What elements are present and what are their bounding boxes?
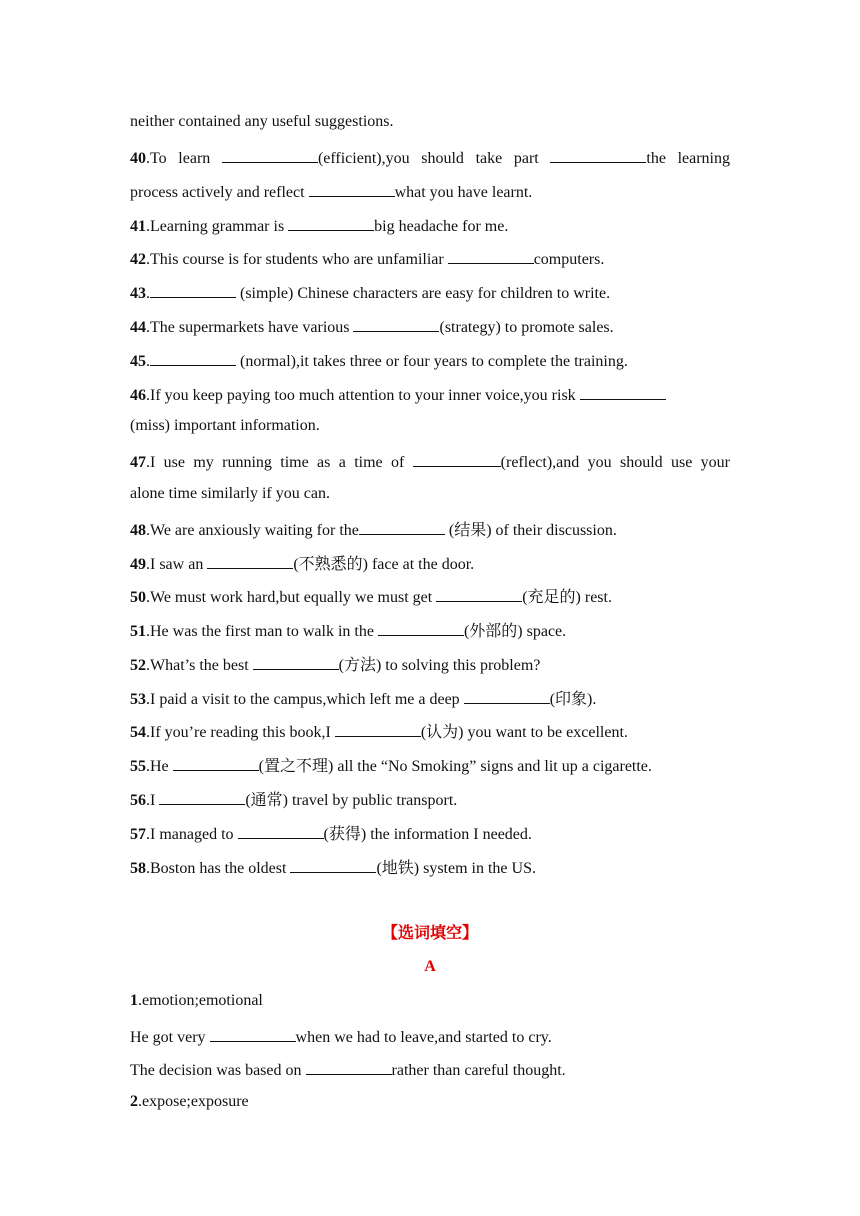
question-43: 43. (simple) Chinese characters are easy for children to write. xyxy=(130,285,611,302)
question-51: 51.He was the first man to walk in the (外部的) space. xyxy=(130,623,567,640)
question-number: 1 xyxy=(130,992,138,1009)
answer-blank[interactable] xyxy=(436,587,522,602)
word-pair-1-sentence-2: The decision was based on rather than careful thought. xyxy=(130,1062,566,1079)
answer-blank[interactable] xyxy=(222,148,318,163)
question-46: 46.If you keep paying too much attention to your inner voice,you risk xyxy=(130,385,730,404)
answer-blank[interactable] xyxy=(359,520,445,535)
question-54: 54.If you’re reading this book,I (认为) you want to be excellent. xyxy=(130,724,628,741)
word-pair-1: 1.emotion;emotional xyxy=(130,992,263,1009)
question-number: 54 xyxy=(130,724,146,741)
answer-blank[interactable] xyxy=(335,722,421,737)
question-number: 53 xyxy=(130,691,146,708)
answer-blank[interactable] xyxy=(413,452,501,467)
answer-blank[interactable] xyxy=(309,182,395,197)
answer-blank[interactable] xyxy=(173,756,259,771)
question-number: 51 xyxy=(130,623,146,640)
question-number: 47 xyxy=(130,454,146,471)
question-47: 47.I use my running time as a time of (reflect),and you should use your xyxy=(130,454,730,471)
answer-blank[interactable] xyxy=(580,385,666,400)
question-number: 58 xyxy=(130,860,146,877)
question-number: 50 xyxy=(130,589,146,606)
question-number: 45 xyxy=(130,353,146,370)
section-subtitle: A xyxy=(424,958,436,975)
question-41: 41.Learning grammar is big headache for me. xyxy=(130,218,509,235)
answer-blank[interactable] xyxy=(353,317,439,332)
continued-line: neither contained any useful suggestions. xyxy=(130,113,394,130)
question-number: 2 xyxy=(130,1093,138,1110)
question-number: 55 xyxy=(130,758,146,775)
question-53: 53.I paid a visit to the campus,which left me a deep (印象). xyxy=(130,691,597,708)
question-number: 57 xyxy=(130,826,146,843)
question-number: 52 xyxy=(130,657,146,674)
question-44: 44.The supermarkets have various (strategy) to promote sales. xyxy=(130,319,614,336)
question-52: 52.What’s the best (方法) to solving this problem? xyxy=(130,657,541,674)
question-50: 50.We must work hard,but equally we must get (充足的) rest. xyxy=(130,589,612,606)
question-47-cont: alone time similarly if you can. xyxy=(130,485,330,502)
answer-blank[interactable] xyxy=(253,655,339,670)
answer-blank[interactable] xyxy=(448,249,534,264)
question-number: 48 xyxy=(130,522,146,539)
question-40: 40.To learn (efficient),you should take part the learning xyxy=(130,150,731,167)
question-49: 49.I saw an (不熟悉的) face at the door. xyxy=(130,556,475,573)
answer-blank[interactable] xyxy=(150,283,236,298)
question-56: 56.I (通常) travel by public transport. xyxy=(130,792,458,809)
answer-blank[interactable] xyxy=(288,216,374,231)
question-57: 57.I managed to (获得) the information I needed. xyxy=(130,826,532,843)
question-45: 45. (normal),it takes three or four years to complete the training. xyxy=(130,353,628,370)
question-number: 49 xyxy=(130,556,146,573)
question-number: 40 xyxy=(130,150,146,167)
question-number: 44 xyxy=(130,319,146,336)
question-number: 42 xyxy=(130,251,146,268)
word-pair-1-sentence-1: He got very when we had to leave,and started to cry. xyxy=(130,1029,552,1046)
answer-blank[interactable] xyxy=(159,790,245,805)
question-number: 43 xyxy=(130,285,146,302)
answer-blank[interactable] xyxy=(238,824,324,839)
question-46-cont: (miss) important information. xyxy=(130,417,320,434)
answer-blank[interactable] xyxy=(207,554,293,569)
answer-blank[interactable] xyxy=(464,689,550,704)
question-42: 42.This course is for students who are unfamiliar computers. xyxy=(130,251,605,268)
question-55: 55.He (置之不理) all the “No Smoking” signs and lit up a cigarette. xyxy=(130,758,652,775)
question-40-cont: process actively and reflect what you have learnt. xyxy=(130,184,533,201)
question-number: 46 xyxy=(130,387,146,404)
question-number: 41 xyxy=(130,218,146,235)
answer-blank[interactable] xyxy=(150,351,236,366)
answer-blank[interactable] xyxy=(378,621,464,636)
section-title: 【选词填空】 xyxy=(381,923,478,942)
question-58: 58.Boston has the oldest (地铁) system in the US. xyxy=(130,860,536,877)
answer-blank[interactable] xyxy=(550,148,646,163)
word-pair-2: 2.expose;exposure xyxy=(130,1093,249,1110)
question-number: 56 xyxy=(130,792,146,809)
answer-blank[interactable] xyxy=(210,1027,296,1042)
answer-blank[interactable] xyxy=(306,1060,392,1075)
question-48: 48.We are anxiously waiting for the (结果) of their discussion. xyxy=(130,522,617,539)
answer-blank[interactable] xyxy=(290,858,376,873)
